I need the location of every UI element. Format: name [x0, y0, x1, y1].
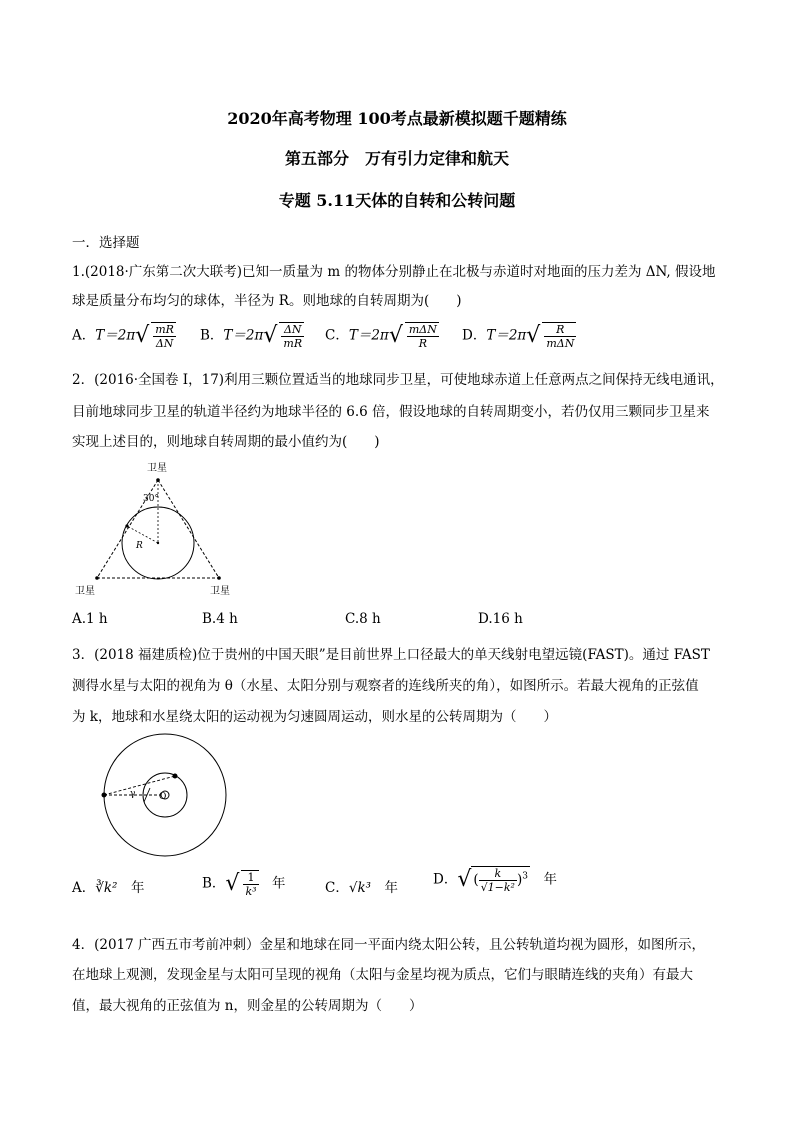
option-lhs: T＝2π: [486, 327, 527, 344]
frac-num: mΔN: [408, 323, 437, 336]
option-label: C．: [325, 327, 349, 344]
frac-den: mΔN: [546, 337, 575, 350]
option-label: A．: [72, 327, 96, 344]
q3-orbit-figure: [98, 730, 233, 865]
q2-option-a: A.1 h: [72, 611, 108, 627]
fig-label-left: 卫星: [75, 586, 95, 597]
option-label: A．: [72, 880, 96, 896]
q1-line2: 球是质量分布均匀的球体，半径为 R。则地球的自转周期为( ): [72, 293, 462, 309]
q4-line1: 4．(2017 广西五市考前冲刺）金星和地球在同一平面内绕太阳公转，且公转轨道均视为圆形，如图所示，: [72, 937, 706, 953]
topic-title: 专题 5.11天体的自转和公转问题: [278, 191, 516, 210]
option-label: C．: [325, 880, 349, 896]
option-unit: 年: [272, 875, 286, 892]
option-expr: √k³: [348, 880, 372, 896]
q4-line3: 值，最大视角的正弦值为 n，则金星的公转周期为（ ）: [72, 998, 423, 1014]
frac-den: k³: [245, 885, 257, 898]
q3-option-c: [325, 876, 398, 896]
option-unit: 年: [543, 871, 557, 888]
q2-line2: 目前地球同步卫星的轨道半径约为地球半径的 6.6 倍，假设地球的自转周期变小，若仍仅用三颗同步卫星来: [72, 404, 710, 420]
frac-num: R: [544, 323, 576, 337]
q1-option-b: B．T＝2π√ $\frac{\Delta N}{mR}$: [200, 323, 303, 350]
option-lhs: T＝2π: [223, 327, 264, 344]
option-lhs: T＝2π: [95, 327, 136, 344]
q1-option-d: D．T＝2π√ $\frac{R}{\text{mΔN}}$: [462, 323, 575, 350]
q3-line3: 为 k，地球和水星绕太阳的运动视为匀速圆周运动，则水星的公转周期为（ ）: [72, 709, 557, 725]
fig-angle: γ: [130, 789, 136, 799]
frac-den: ΔN: [155, 337, 174, 350]
q2-line1: 2．(2016·全国卷 I，17)利用三颗位置适当的地球同步卫星，可使地球赤道上任意两点之间保持无线电通讯，: [72, 372, 724, 388]
fig-radius: R: [136, 541, 143, 551]
frac-num: mR: [155, 323, 174, 336]
q2-line3: 实现上述目的，则地球自转周期的最小值约为( ): [72, 434, 380, 450]
option-label: D．: [462, 327, 487, 344]
frac-den: mR: [283, 337, 303, 350]
q2-option-d: D.16 h: [478, 611, 523, 627]
q1-option-c: C．T＝2π√ $\frac{\text{mΔN}}{R}$: [325, 323, 437, 350]
q3-line1: 3．(2018 福建质检)位于贵州的中国天眼”是目前世界上口径最大的单天线射电望远镜(FAST)。通过 FAST: [72, 647, 710, 663]
option-lhs: T＝2π: [348, 327, 389, 344]
q3-option-d: D．√ ( $\frac{k}{\text{√1−k²}}$ )$^3$ 年: [433, 867, 557, 894]
q1-line1: 1.(2018·广东第二次大联考)已知一质量为 m 的物体分别静止在北极与赤道时对地面的压力差为 ΔN, 假设地: [72, 264, 716, 280]
option-expr: ∛k²: [95, 880, 118, 896]
section-heading: 一．选择题: [72, 235, 140, 251]
frac-num: 1: [243, 871, 258, 885]
frac-power: 3: [522, 871, 528, 882]
q2-option-b: B.4 h: [202, 611, 238, 627]
option-unit: 年: [130, 880, 145, 896]
doc-title: 2020年高考物理 100考点最新模拟题千题精练: [227, 109, 567, 128]
frac-num: k: [479, 867, 517, 881]
option-label: D．: [433, 871, 458, 888]
option-label: B．: [202, 875, 226, 892]
fig-angle: 30°: [143, 494, 159, 504]
q2-option-c: C.8 h: [345, 611, 381, 627]
q3-option-a: [72, 876, 144, 896]
fig-center: O: [159, 792, 167, 802]
q3-line2: 测得水星与太阳的视角为 θ（水星、太阳分别与观察者的连线所夹的角），如图所示。若最大视角的正弦值: [72, 678, 699, 694]
frac-den: √1−k²: [480, 881, 515, 894]
part-title: 第五部分 万有引力定律和航天: [284, 149, 509, 168]
frac-num: ΔN: [281, 323, 304, 337]
fig-label-top: 卫星: [147, 463, 167, 474]
frac-den: R: [418, 337, 427, 350]
q2-satellite-figure: [70, 458, 250, 603]
fig-label-right: 卫星: [210, 586, 230, 597]
q3-option-b: B．√ $\frac{1}{\text{k³}}$ 年: [202, 871, 286, 898]
option-unit: 年: [384, 880, 399, 896]
q4-line2: 在地球上观测，发现金星与太阳可呈现的视角（太阳与金星均视为质点，它们与眼睛连线的夹角）有最大: [72, 967, 693, 983]
q1-option-a: A．T＝2π√ $\frac{mR}{\Delta N}$: [72, 323, 174, 350]
option-label: B．: [200, 327, 224, 344]
